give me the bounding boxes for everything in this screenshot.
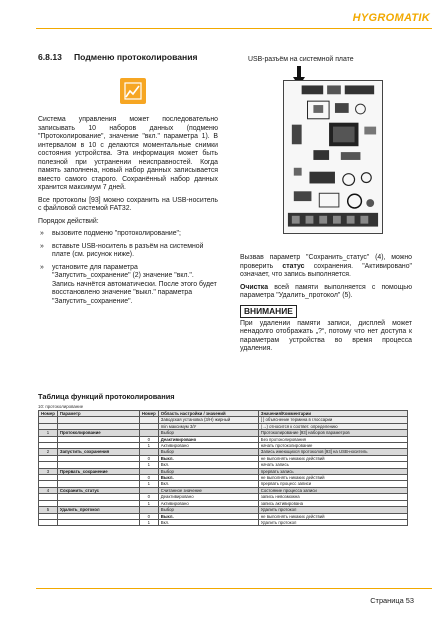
- bullet-text: установите для параметра "Запустить_сохранение" (2) значение "вкл.". Запись начнётся автоматически. После этого будет восстановлено значение "выкл." параметра "Запустить_сохранение".: [52, 263, 217, 305]
- chart-line-icon: [120, 78, 146, 104]
- procedure-heading: Порядок действий:: [38, 217, 99, 225]
- table-cell: не выполнять никаких действий: [258, 455, 407, 461]
- table-cell: 0: [139, 436, 158, 442]
- list-item: [38, 230, 218, 239]
- table-cell: начать запись: [258, 462, 407, 468]
- table-cell: Состояние процесса записи: [258, 487, 407, 493]
- intro-paragraph: Система управления может последовательно записывать 10 наборов данных (подменю "Протоколирование", значение "вкл." параметра 1). В интервалом в 10 с делаются моментальные снимки состояния устройства. Эта информация может быть полезной при устранении неисправностей. Когда память заполнена, новый набор данных записывается вместо самого старого. Сохранённый набор данных хранится максимум 7 дней.: [38, 116, 218, 191]
- table-cell: не выполнять никаких действий: [258, 513, 407, 519]
- table-cell: Считанное значение: [158, 487, 258, 493]
- table-cell: Прервать_сохранение: [57, 468, 139, 474]
- page-number: Страница 53: [370, 596, 414, 605]
- table-cell: Выбор: [158, 507, 258, 513]
- table-cell: 4: [39, 487, 58, 493]
- bullet-mark: »: [40, 230, 44, 237]
- table-caption: 10: протоколирование: [38, 404, 84, 409]
- bullet-mark: »: [40, 263, 44, 271]
- table-cell: 0: [139, 455, 158, 461]
- table-cell: 1: [139, 443, 158, 449]
- col-header: Значения/Комментарии: [258, 411, 407, 417]
- usb-paragraph: Все протоколы [93] можно сохранить на USB-носитель с файловой системой FAT32.: [38, 196, 218, 212]
- bullet-mark: »: [40, 242, 44, 250]
- table-cell: Активировано: [158, 443, 258, 449]
- table-cell: Выбор: [158, 449, 258, 455]
- figure-label: USB-разъём на системной плате: [248, 56, 354, 63]
- table-cell: Выкл.: [158, 475, 258, 481]
- setting-note: Заводская установка (3/Н) жирный: [158, 417, 258, 423]
- table-cell: 1: [139, 500, 158, 506]
- table-cell: 0: [139, 475, 158, 481]
- table-cell: 0: [139, 513, 158, 519]
- list-item: [38, 243, 218, 260]
- table-cell: Деактивировано: [158, 436, 258, 442]
- table-cell: Вкл.: [158, 481, 258, 487]
- table-cell: [39, 519, 58, 525]
- header-rule: [36, 28, 432, 29]
- table-row: [39, 519, 408, 525]
- clear-paragraph: Очистка всей памяти выполняется с помощью параметра "Удалить_протокол" (5).: [240, 283, 412, 299]
- bullet-text: вызовите подменю "протоколирование";: [52, 230, 181, 237]
- table-cell: 2: [39, 449, 58, 455]
- warning-text: При удалении памяти записи, дисплей может ненадолго отображать „?“, потому что нет доступа к параметрам устройства во время процесса удаления.: [240, 319, 412, 352]
- table-title: Таблица функций протоколирования: [38, 392, 175, 401]
- hygromatik-logo: HYGROMATIK: [352, 12, 430, 24]
- table-cell: начать протоколирование: [258, 443, 407, 449]
- section-title: [38, 52, 198, 62]
- col-header: Область настройки / значений: [158, 411, 258, 417]
- table-cell: Выкл.: [158, 513, 258, 519]
- list-item: [38, 264, 218, 307]
- table-cell: Удалить протокол: [258, 519, 407, 525]
- bullet-text: вставьте USB-носитель в разъём на системной плате (см. рисунок ниже).: [52, 242, 204, 258]
- section-number: 6.8.13: [38, 52, 62, 62]
- footer-rule: [36, 588, 432, 589]
- table-body: [39, 430, 408, 526]
- table-cell: Удалить протокол: [258, 507, 407, 513]
- table-cell: [57, 519, 139, 525]
- warning-title: ВНИМАНИЕ: [240, 305, 297, 318]
- table-cell: Выбор: [158, 468, 258, 474]
- table-cell: прервать запись: [258, 468, 407, 474]
- table-cell: Протоколирование: [57, 430, 139, 436]
- table-cell: 1: [139, 519, 158, 525]
- col-header: Номер: [139, 411, 158, 417]
- table-cell: Активировано: [158, 500, 258, 506]
- table-cell: запись невозможна: [258, 494, 407, 500]
- table-cell: Протоколирование [93] наборов параметров: [258, 430, 407, 436]
- left-column: [38, 116, 218, 310]
- table-cell: прервать процесс записи: [258, 481, 407, 487]
- table-cell: Сохранить_статус: [57, 487, 139, 493]
- table-cell: 1: [39, 430, 58, 436]
- table-cell: Без протоколирования: [258, 436, 407, 442]
- function-table: [38, 404, 408, 526]
- protocol-table: [38, 410, 408, 526]
- col-header: Номер: [39, 411, 58, 417]
- status-paragraph: Вызвав параметр "Сохранить_статус" (4), можно проверить статус сохранения. "Активировано" означает, что запись выполняется.: [240, 254, 413, 278]
- right-column: [240, 254, 412, 358]
- table-cell: 1: [139, 462, 158, 468]
- section-heading: Подменю протоколирования: [74, 52, 198, 62]
- circuit-board-photo: [283, 80, 383, 234]
- comment-note: (→) относится к соответ. определению: [258, 423, 407, 429]
- table-cell: Выкл.: [158, 455, 258, 461]
- table-cell: Вкл.: [158, 519, 258, 525]
- table-cell: 5: [39, 507, 58, 513]
- table-cell: не выполнять никаких действий: [258, 475, 407, 481]
- table-cell: 1: [139, 481, 158, 487]
- table-cell: Вкл.: [158, 462, 258, 468]
- comment-note: [ ] объяснение термина в глоссарии: [258, 417, 407, 423]
- table-cell: 3: [39, 468, 58, 474]
- table-cell: Удалить_протокол: [57, 507, 139, 513]
- col-header: Параметр: [57, 411, 139, 417]
- table-cell: 0: [139, 494, 158, 500]
- minmax-note: min максимум 3/У: [158, 423, 258, 429]
- table-cell: Деактивировано: [158, 494, 258, 500]
- table-cell: Выбор: [158, 430, 258, 436]
- table-cell: запись активирована: [258, 500, 407, 506]
- table-cell: Запустить_сохранения: [57, 449, 139, 455]
- table-cell: Запись имеющихся протоколов [93] на USB-носитель: [258, 449, 407, 455]
